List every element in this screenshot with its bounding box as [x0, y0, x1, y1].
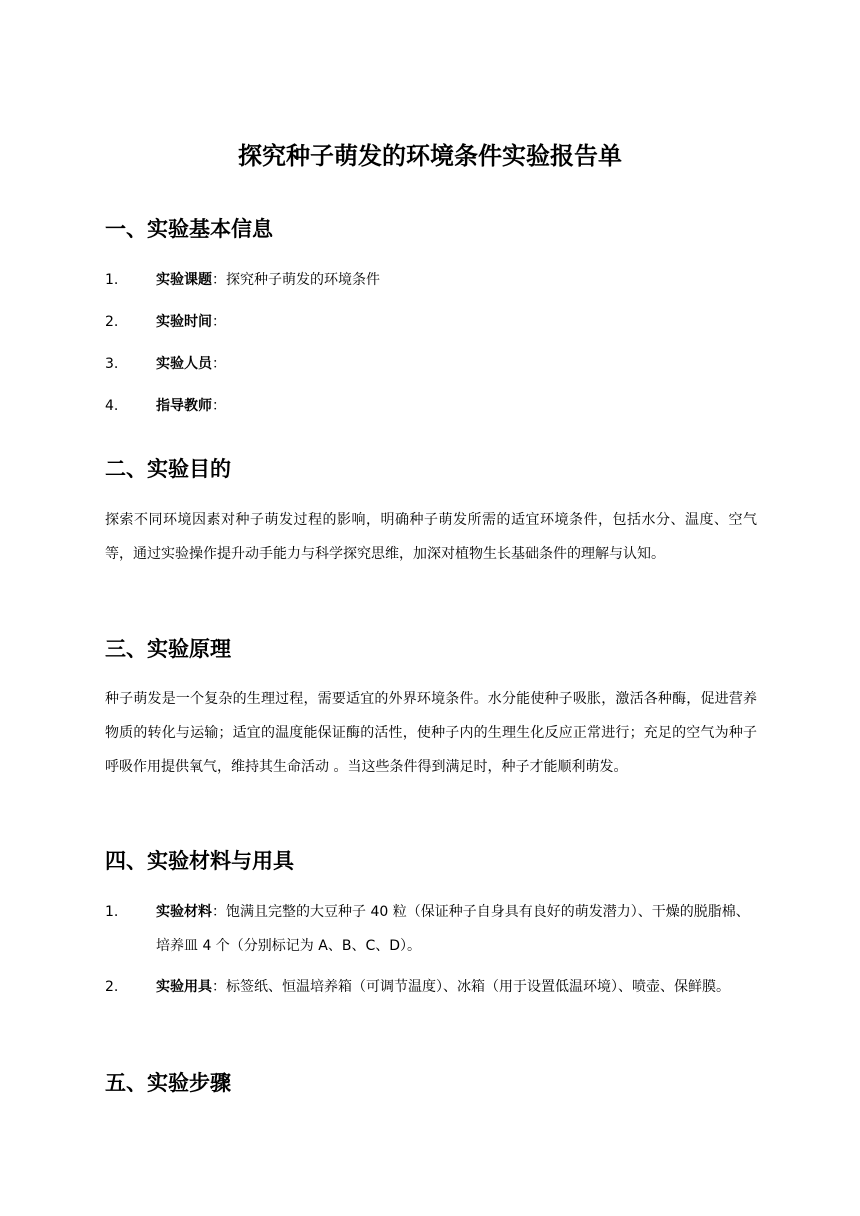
item-value: ： [212, 356, 226, 372]
list-number: 4. [105, 398, 119, 414]
list-number: 3. [105, 356, 119, 372]
item-label: 实验课题 [156, 272, 212, 288]
list-item [105, 895, 755, 963]
section-heading-purpose: 二、实验目的 [105, 457, 231, 481]
section-heading-materials: 四、实验材料与用具 [105, 849, 294, 873]
list-item [105, 347, 755, 381]
list-number: 1. [105, 904, 119, 920]
list-item [105, 970, 755, 1004]
list-number: 2. [105, 314, 119, 330]
purpose-paragraph: 探索不同环境因素对种子萌发过程的影响，明确种子萌发所需的适宜环境条件，包括水分、温度、空气等，通过实验操作提升动手能力与科学探究思维，加深对植物生长基础条件的理解与认知。 [105, 512, 757, 562]
item-label: 实验用具 [156, 979, 212, 995]
item-label: 指导教师 [156, 398, 212, 414]
section-heading-basic-info: 一、实验基本信息 [105, 217, 273, 241]
list-item [105, 389, 755, 423]
item-value: ： [212, 398, 226, 414]
section-heading-steps: 五、实验步骤 [105, 1071, 231, 1095]
item-label: 实验材料 [156, 904, 212, 920]
item-label: 实验时间 [156, 314, 212, 330]
item-value: ：探究种子萌发的环境条件 [212, 272, 380, 288]
item-value: ：饱满且完整的大豆种子 40 粒（保证种子自身具有良好的萌发潜力）、干燥的脱脂棉、培养皿 4 个（分别标记为 A、B、C、D）。 [156, 904, 750, 954]
list-number: 1. [105, 272, 119, 288]
item-value: ：标签纸、恒温培养箱（可调节温度）、冰箱（用于设置低温环境）、喷壶、保鲜膜。 [212, 979, 730, 995]
document-title: 探究种子萌发的环境条件实验报告单 [238, 142, 622, 170]
item-value: ： [212, 314, 226, 330]
list-item [105, 263, 755, 297]
list-number: 2. [105, 979, 119, 995]
section-heading-principle: 三、实验原理 [105, 637, 231, 661]
principle-paragraph: 种子萌发是一个复杂的生理过程，需要适宜的外界环境条件。水分能使种子吸胀，激活各种酶，促进营养物质的转化与运输；适宜的温度能保证酶的活性，使种子内的生理生化反应正常进行；充足的空气为种子呼吸作用提供氧气，维持其生命活动 。当这些条件得到满足时，种子才能顺利萌发。 [105, 691, 757, 775]
list-item [105, 305, 755, 339]
item-label: 实验人员 [156, 356, 212, 372]
